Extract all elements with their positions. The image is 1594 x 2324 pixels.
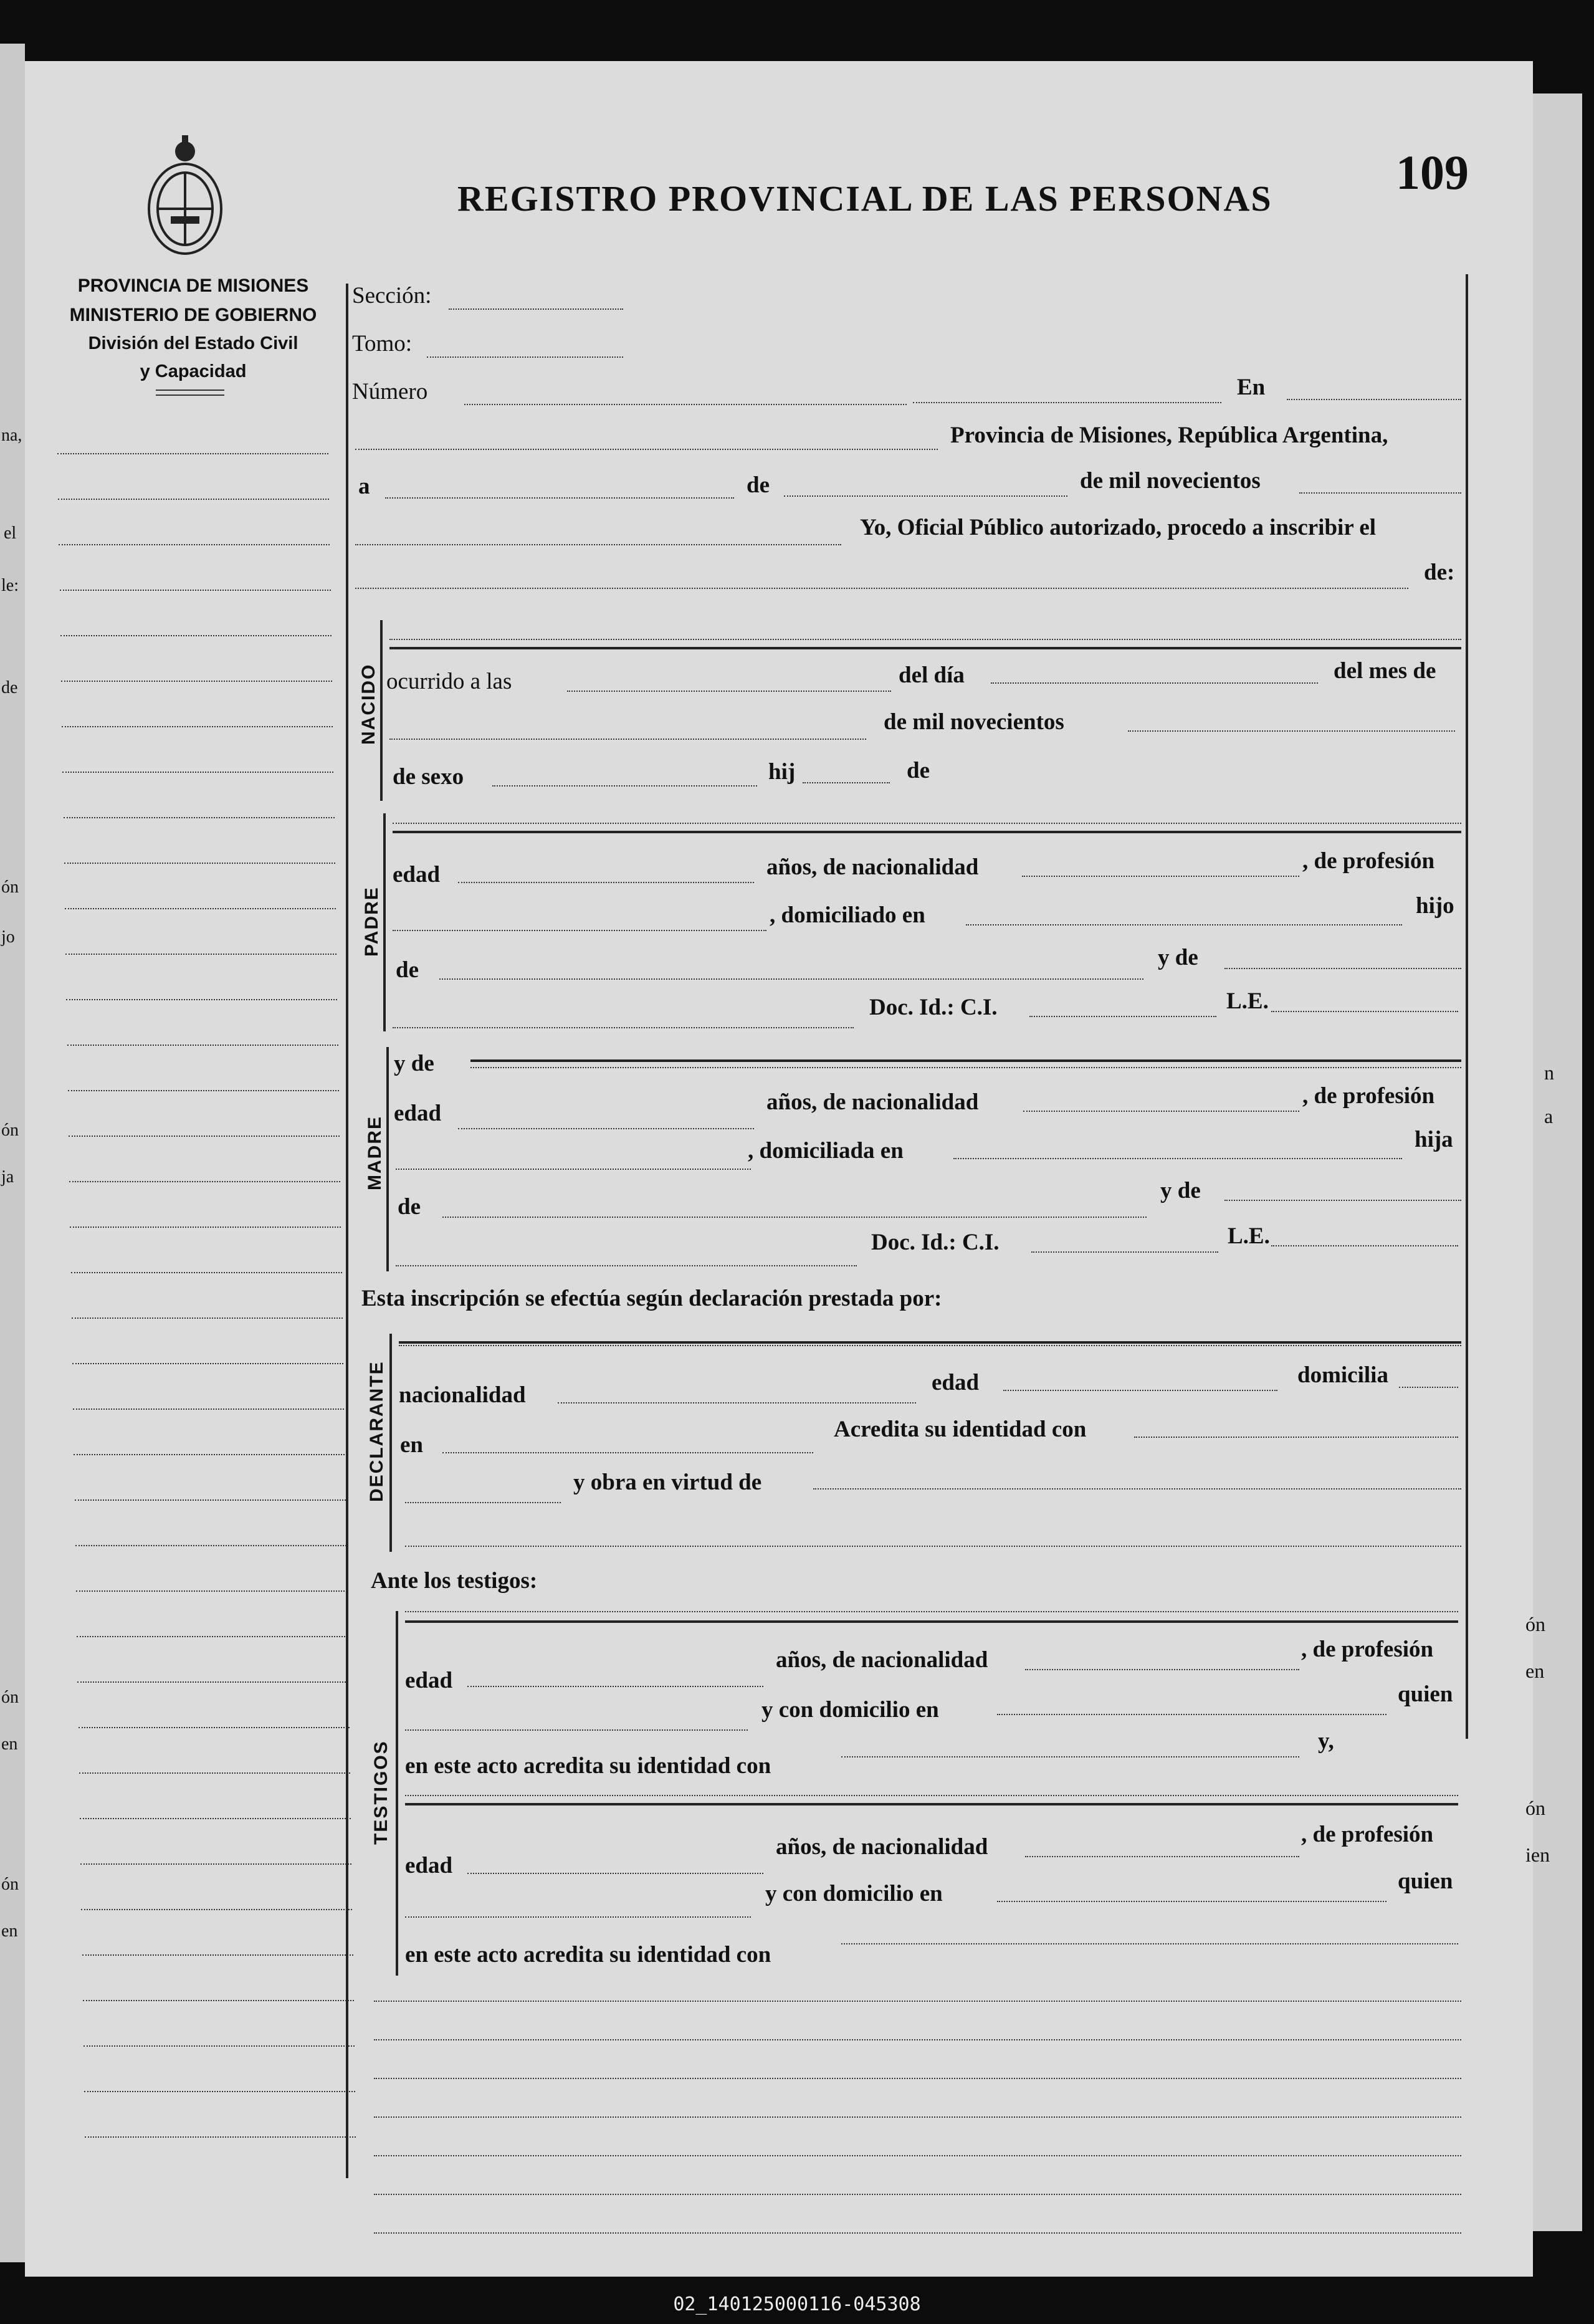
left-fragment: de: [1, 678, 18, 697]
madre-le-field[interactable]: [1271, 1245, 1458, 1246]
margin-line[interactable]: [75, 1545, 346, 1546]
page-title: REGISTRO PROVINCIAL DE LAS PERSONAS: [457, 178, 1272, 219]
margin-line[interactable]: [71, 1272, 342, 1273]
margin-line[interactable]: [84, 2091, 355, 2092]
left-fragment: ón: [1, 1121, 19, 1140]
padre-padre-field[interactable]: [439, 978, 1143, 980]
testigo1-domicilio-field[interactable]: [997, 1714, 1386, 1715]
testigo1-profesion-label: , de profesión: [1301, 1637, 1434, 1662]
madre-hija-label: hija: [1415, 1127, 1453, 1152]
right-fragment: n: [1544, 1061, 1554, 1084]
mes-field[interactable]: [784, 495, 1067, 497]
margin-line[interactable]: [69, 1181, 340, 1182]
tomo-label: Tomo:: [352, 331, 413, 356]
testigo1-rule: [405, 1620, 1458, 1623]
madre-edad-label: edad: [394, 1101, 442, 1126]
left-fragment: ja: [1, 1167, 14, 1187]
padre-hijo-label: hijo: [1416, 893, 1454, 919]
madre-extra-field[interactable]: [396, 1265, 857, 1266]
declarante-section-label: DECLARANTE: [366, 1360, 387, 1502]
madre-profesion-field[interactable]: [396, 1169, 751, 1170]
anio-field[interactable]: [1299, 492, 1461, 494]
margin-line[interactable]: [57, 453, 328, 454]
madre-edad-field[interactable]: [458, 1128, 754, 1129]
testigo2-anos-label: años, de nacionalidad: [776, 1834, 988, 1860]
margin-line[interactable]: [64, 817, 335, 818]
notes-line[interactable]: [374, 2116, 1461, 2118]
madre-doc-label: Doc. Id.: C.I.: [871, 1230, 1000, 1255]
declarante-extra-field[interactable]: [405, 1502, 561, 1503]
madre-de-label: de: [398, 1194, 421, 1220]
nacido-anio-field[interactable]: [1128, 730, 1455, 732]
testigo1-anos-label: años, de nacionalidad: [776, 1647, 988, 1673]
de-colon-label: de:: [1424, 560, 1455, 585]
notes-line[interactable]: [374, 2155, 1461, 2156]
madre-y-de-top-label: y de: [394, 1051, 434, 1076]
margin-line[interactable]: [73, 1408, 344, 1410]
notes-line[interactable]: [374, 2194, 1461, 2195]
margin-line[interactable]: [69, 1136, 340, 1137]
margin-line[interactable]: [62, 772, 333, 773]
padre-de-label: de: [396, 957, 419, 983]
testigos-section-label: TESTIGOS: [371, 1740, 391, 1845]
inscribir-field[interactable]: [355, 588, 1408, 589]
testigo2-quien-label: quien: [1398, 1868, 1453, 1894]
margin-line[interactable]: [59, 544, 330, 545]
declarante-nacionalidad-label: nacionalidad: [399, 1382, 526, 1408]
margin-line[interactable]: [77, 1681, 348, 1683]
padre-le-label: L.E.: [1226, 988, 1269, 1014]
yo-text: Yo, Oficial Público autorizado, procedo a inscribir el: [860, 515, 1377, 540]
padre-profesion-label: , de profesión: [1302, 848, 1435, 874]
left-fragment: ón: [1, 877, 19, 897]
declarante-name-field[interactable]: [399, 1345, 1461, 1346]
declarante-nacionalidad-field[interactable]: [558, 1402, 916, 1403]
hij-field[interactable]: [803, 782, 890, 783]
notes-line[interactable]: [374, 2039, 1461, 2040]
de-mil-label: de mil novecientos: [1080, 468, 1261, 494]
madre-section-label: MADRE: [365, 1116, 385, 1190]
nacido-dia-field[interactable]: [991, 682, 1318, 684]
padre-section-label: PADRE: [361, 886, 382, 957]
tomo-field[interactable]: [427, 356, 623, 358]
nacido-section-label: NACIDO: [358, 663, 379, 745]
padre-extra-field[interactable]: [393, 1027, 854, 1028]
margin-line[interactable]: [80, 1818, 351, 1819]
margin-line[interactable]: [79, 1772, 350, 1774]
padre-edad-label: edad: [393, 862, 441, 887]
margin-line[interactable]: [68, 1090, 339, 1091]
padre-edad-field[interactable]: [458, 882, 754, 883]
declarante-rule: [399, 1341, 1461, 1344]
padre-anos-label: años, de nacionalidad: [766, 854, 979, 880]
hora-field[interactable]: [567, 691, 891, 692]
en-field[interactable]: [1287, 399, 1461, 400]
hij-label: hij: [768, 759, 796, 785]
nacido-rule: [389, 647, 1461, 649]
margin-line[interactable]: [62, 726, 333, 727]
nacido-de-mil-label: de mil novecientos: [884, 709, 1064, 735]
lugar-field[interactable]: [355, 449, 938, 450]
padre-nacionalidad-field[interactable]: [1022, 876, 1299, 877]
margin-line[interactable]: [83, 2000, 354, 2001]
margin-line[interactable]: [66, 999, 337, 1000]
left-fragment: le:: [1, 576, 19, 595]
testigo2-nacionalidad-field[interactable]: [1025, 1856, 1299, 1857]
en-label: En: [1237, 375, 1266, 400]
testigo2-edad-label: edad: [405, 1853, 453, 1878]
padre-doc-label: Doc. Id.: C.I.: [869, 995, 998, 1020]
testigo1-name-field[interactable]: [405, 1611, 1458, 1612]
margin-line[interactable]: [65, 954, 336, 955]
margin-line[interactable]: [80, 1863, 351, 1865]
padre-rule: [393, 831, 1461, 833]
dia-field[interactable]: [385, 497, 734, 499]
margin-line[interactable]: [72, 1363, 343, 1364]
madre-anos-label: años, de nacionalidad: [766, 1089, 979, 1115]
madre-rule: [470, 1059, 1461, 1062]
column-divider: [346, 284, 348, 2178]
nacido-mes-field[interactable]: [389, 739, 866, 740]
testigo1-acredita-label: en este acto acredita su identidad con: [405, 1753, 771, 1779]
numero-field-2[interactable]: [913, 402, 1221, 403]
notes-line[interactable]: [374, 2232, 1461, 2234]
margin-line[interactable]: [58, 499, 329, 500]
testigo1-edad-label: edad: [405, 1668, 453, 1693]
declarante-domicilio-field[interactable]: [442, 1452, 813, 1453]
left-fragment: ón: [1, 1688, 19, 1707]
testigo1-identidad-field[interactable]: [841, 1756, 1299, 1757]
declarante-virtud-field-2[interactable]: [405, 1546, 1461, 1547]
declarante-identidad-field[interactable]: [1134, 1437, 1458, 1438]
declarante-acredita-label: Acredita su identidad con: [834, 1417, 1087, 1442]
testigo2-profesion-label: , de profesión: [1301, 1822, 1434, 1847]
margin-line[interactable]: [61, 681, 332, 682]
declarante-intro: Esta inscripción se efectúa según declaración prestada por:: [361, 1286, 942, 1311]
margin-line[interactable]: [79, 1727, 350, 1728]
madre-domicilio-label: , domiciliada en: [748, 1138, 904, 1164]
declarante-virtud-field[interactable]: [813, 1488, 1461, 1490]
margin-line[interactable]: [84, 2045, 355, 2047]
org-line: PROVINCIA DE MISIONES: [77, 275, 309, 296]
sexo-field[interactable]: [492, 785, 757, 787]
del-mes-label: del mes de: [1334, 658, 1436, 684]
left-fragment: ón: [1, 1875, 19, 1894]
margin-line[interactable]: [81, 1909, 352, 1910]
numero-field[interactable]: [464, 404, 907, 405]
padre-ci-field[interactable]: [1029, 1016, 1216, 1017]
madre-name-field[interactable]: [470, 1067, 1461, 1068]
margin-line[interactable]: [75, 1499, 346, 1501]
declarante-edad-label: edad: [932, 1370, 980, 1395]
ocurrido-label: ocurrido a las: [386, 669, 512, 694]
madre-le-label: L.E.: [1228, 1223, 1270, 1249]
left-fragment: jo: [1, 927, 15, 947]
right-fragment: ón: [1525, 1613, 1545, 1635]
padre-madre-field[interactable]: [1224, 968, 1461, 969]
testigo1-y-label: y,: [1318, 1728, 1334, 1754]
margin-line[interactable]: [65, 908, 336, 909]
padre-bracket: [383, 813, 386, 1031]
margin-line[interactable]: [74, 1454, 345, 1455]
left-fragment: na,: [1, 426, 22, 445]
margin-line[interactable]: [82, 1954, 353, 1956]
sexo-label: de sexo: [393, 764, 464, 790]
declarante-en-label: en: [400, 1432, 423, 1458]
nacido-bracket: [380, 620, 383, 801]
seccion-field[interactable]: [449, 308, 623, 310]
nacido-name-field[interactable]: [389, 639, 1461, 640]
margin-line[interactable]: [60, 635, 332, 636]
provincia-text: Provincia de Misiones, República Argentina,: [950, 423, 1388, 448]
padre-domicilio-field[interactable]: [966, 924, 1402, 925]
org-line: MINISTERIO DE GOBIERNO: [69, 304, 317, 325]
testigo2-domicilio-field[interactable]: [997, 1901, 1386, 1902]
margin-line[interactable]: [77, 1636, 348, 1637]
testigos-intro: Ante los testigos:: [371, 1568, 538, 1594]
right-fragment: ien: [1525, 1843, 1550, 1866]
org-line: División del Estado Civil: [88, 333, 298, 353]
declarante-bracket: [389, 1334, 392, 1552]
del-dia-label: del día: [899, 662, 965, 688]
testigo2-name-field[interactable]: [405, 1795, 1458, 1796]
madre-domicilio-field[interactable]: [953, 1158, 1402, 1159]
padre-name-field[interactable]: [393, 823, 1461, 824]
padre-profesion-field[interactable]: [393, 930, 766, 931]
testigo2-edad-field[interactable]: [467, 1873, 763, 1874]
right-fragment: en: [1525, 1660, 1545, 1682]
notes-line[interactable]: [374, 2001, 1461, 2002]
right-fragment: a: [1544, 1105, 1553, 1127]
madre-nacionalidad-field[interactable]: [1023, 1111, 1299, 1112]
testigo1-quien-label: quien: [1398, 1681, 1453, 1707]
de-label: de: [747, 472, 770, 498]
right-border: [1466, 274, 1468, 1739]
testigo1-nacionalidad-field[interactable]: [1025, 1669, 1299, 1670]
seccion-label: Sección:: [352, 283, 432, 308]
madre-bracket: [386, 1047, 389, 1271]
margin-line[interactable]: [70, 1227, 341, 1228]
testigo2-rule: [405, 1803, 1458, 1805]
testigo1-edad-field[interactable]: [467, 1686, 763, 1687]
left-fragment: en: [1, 1921, 18, 1941]
left-fragment: en: [1, 1734, 18, 1754]
org-underline: [156, 390, 224, 391]
oficial-field[interactable]: [355, 544, 841, 545]
margin-line[interactable]: [76, 1590, 347, 1592]
notes-line[interactable]: [374, 2078, 1461, 2079]
testigo2-identidad-field[interactable]: [841, 1943, 1458, 1944]
madre-madre-field[interactable]: [1224, 1200, 1461, 1201]
left-fragment: el: [4, 524, 17, 543]
testigos-bracket: [396, 1611, 398, 1976]
org-header: [56, 272, 330, 386]
madre-profesion-label: , de profesión: [1302, 1083, 1435, 1109]
declarante-edad-field[interactable]: [1003, 1390, 1277, 1391]
testigo1-domicilio-label: y con domicilio en: [761, 1697, 939, 1723]
testigo2-profesion-field[interactable]: [405, 1916, 751, 1918]
testigo2-acredita-label: en este acto acredita su identidad con: [405, 1942, 771, 1968]
madre-padre-field[interactable]: [442, 1217, 1147, 1218]
padre-y-de-label: y de: [1158, 945, 1198, 970]
margin-line[interactable]: [64, 863, 335, 864]
org-underline: [156, 395, 224, 396]
declarante-obra-label: y obra en virtud de: [573, 1470, 762, 1495]
madre-y-de-label: y de: [1160, 1178, 1201, 1203]
margin-line[interactable]: [72, 1317, 343, 1319]
page-number: 109: [1396, 145, 1469, 199]
testigo1-profesion-field[interactable]: [405, 1729, 748, 1731]
testigo2-domicilio-label: y con domicilio en: [765, 1881, 943, 1906]
coat-of-arms-emblem: [138, 134, 232, 259]
margin-line[interactable]: [60, 590, 331, 591]
padre-le-field[interactable]: [1271, 1011, 1458, 1012]
declarante-domicilia-field[interactable]: [1399, 1387, 1458, 1388]
footer-id: 02_140125000116-045308: [673, 2293, 921, 2315]
nacido-de-label: de: [907, 758, 930, 783]
a-label: a: [358, 474, 370, 499]
madre-ci-field[interactable]: [1031, 1251, 1218, 1253]
org-line: y Capacidad: [140, 361, 247, 381]
numero-label: Número: [352, 379, 428, 404]
margin-line[interactable]: [85, 2136, 356, 2138]
right-fragment: ón: [1525, 1797, 1545, 1819]
margin-line[interactable]: [67, 1045, 338, 1046]
padre-domicilio-label: , domiciliado en: [770, 902, 925, 928]
declarante-domicilia-label: domicilia: [1297, 1362, 1388, 1388]
